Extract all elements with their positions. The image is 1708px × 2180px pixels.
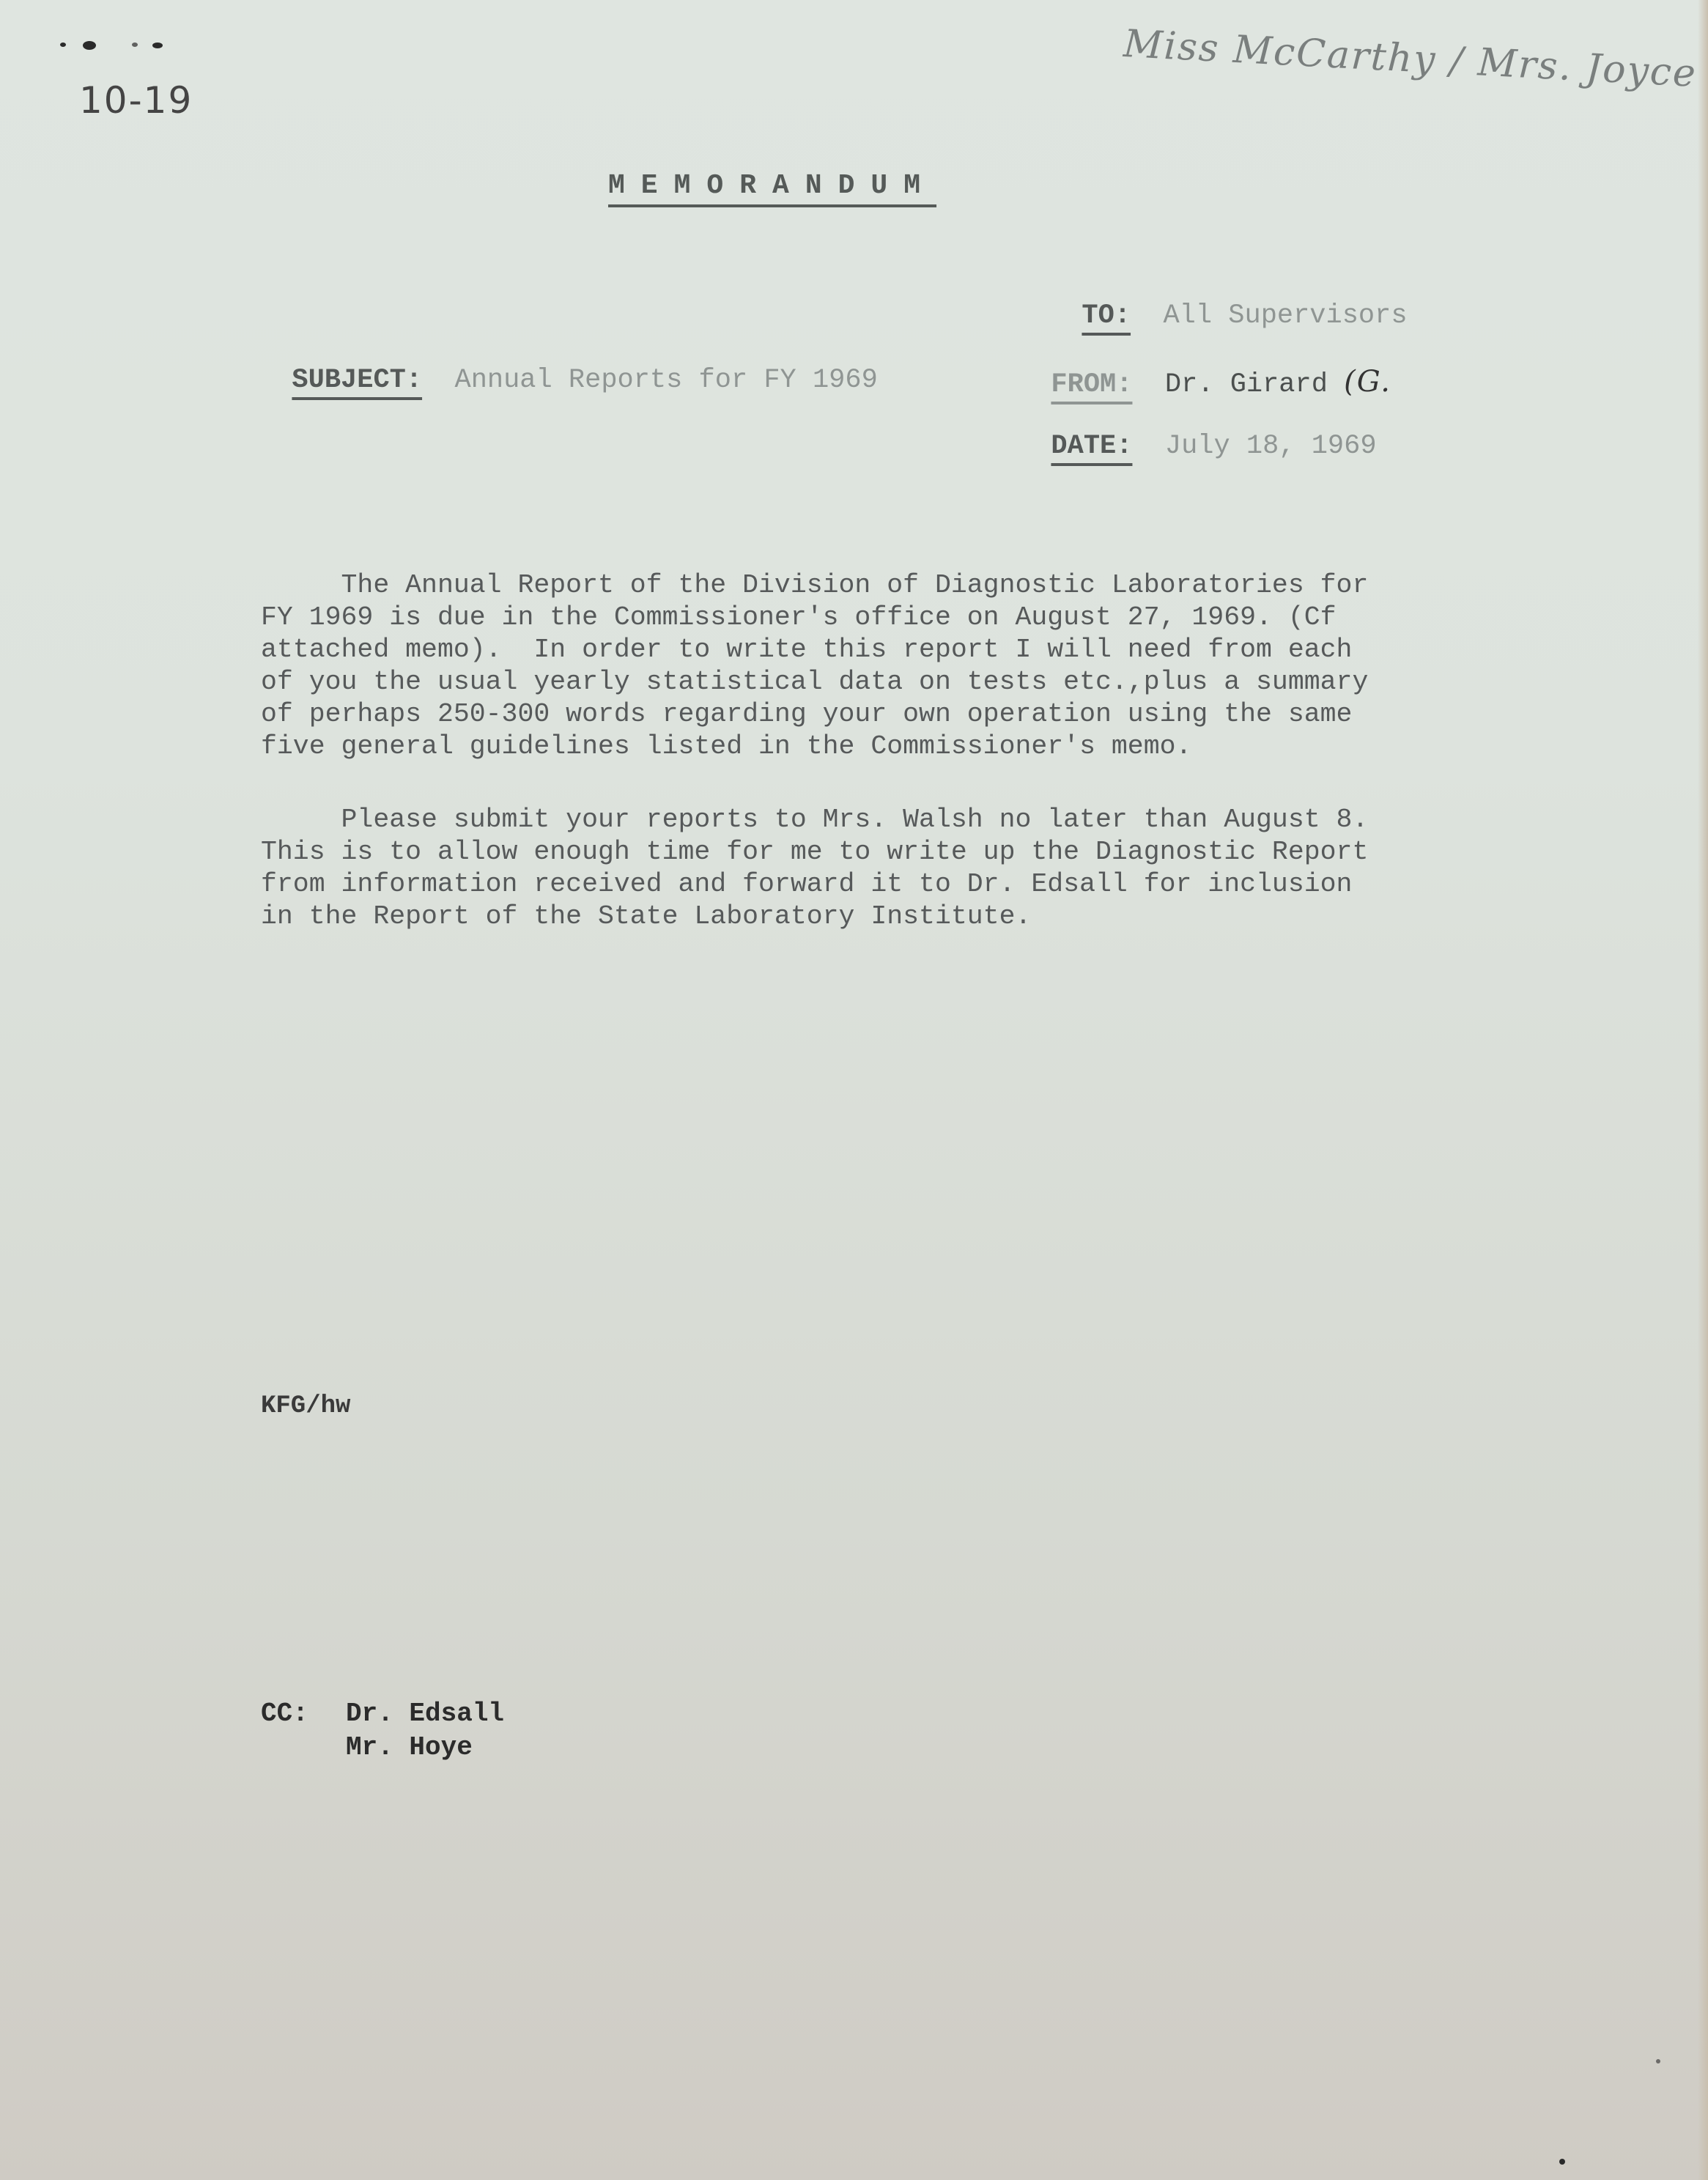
cc-recipient: Dr. Edsall (346, 1699, 505, 1729)
cc-label: CC: (261, 1699, 308, 1729)
body-line: Please submit your reports to Mrs. Walsh no later than August 8. (261, 805, 1369, 835)
from-label: FROM: (1051, 369, 1133, 400)
body-line: of you the usual yearly statistical data on tests etc.,plus a summary (261, 667, 1369, 697)
from-handwritten-initials: (G. (1344, 365, 1391, 399)
from-row (1018, 334, 1391, 400)
body-line: from information received and forward it to Dr. Edsall for inclusion (261, 869, 1353, 899)
subject-row (259, 334, 878, 396)
body-line: in the Report of the State Laboratory Institute. (261, 901, 1032, 931)
to-row (1049, 270, 1408, 331)
ink-speck (132, 43, 138, 47)
ink-speck (83, 41, 96, 50)
body-line: FY 1969 is due in the Commissioner's office on August 27, 1969. (Cf (261, 602, 1337, 632)
to-value: All Supervisors (1163, 300, 1408, 331)
to-label: TO: (1082, 300, 1131, 331)
date-row (1018, 400, 1377, 462)
handwritten-routing-note: Miss McCarthy / Mrs. Joyce (1122, 22, 1698, 96)
from-value: Dr. Girard (1164, 369, 1328, 400)
ink-speck (60, 43, 66, 47)
cc-recipient: Mr. Hoye (346, 1732, 473, 1762)
body-line: attached memo). In order to write this report I will need from each (261, 635, 1353, 665)
paper-edge (1698, 0, 1708, 2180)
ink-speck (1656, 2059, 1660, 2063)
subject-label: SUBJECT: (292, 365, 423, 396)
handwritten-file-number: 10-19 (79, 79, 193, 122)
date-value: July 18, 1969 (1164, 431, 1377, 462)
subject-value: Annual Reports for FY 1969 (454, 365, 878, 396)
body-line: five general guidelines listed in the Commissioner's memo. (261, 731, 1192, 761)
memo-title: MEMORANDUM (608, 170, 937, 202)
body-line: This is to allow enough time for me to write up the Diagnostic Report (261, 837, 1369, 867)
date-label: DATE: (1051, 431, 1133, 462)
ink-speck (1559, 2159, 1565, 2165)
reference-initials: KFG/hw (261, 1392, 351, 1420)
ink-speck (152, 43, 163, 48)
body-line: The Annual Report of the Division of Diagnostic Laboratories for (261, 570, 1369, 600)
body-line: of perhaps 250-300 words regarding your own operation using the same (261, 699, 1353, 729)
